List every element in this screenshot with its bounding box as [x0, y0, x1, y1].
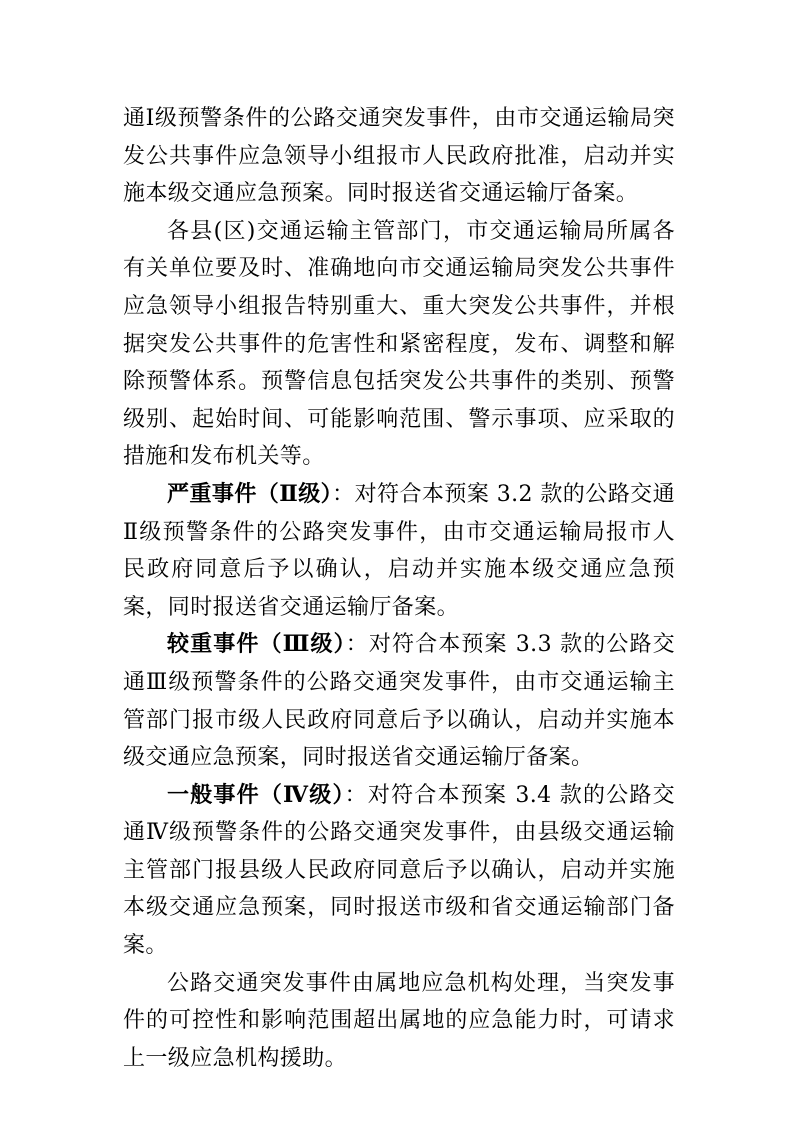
- paragraph-text: 通Ⅰ级预警条件的公路交通突发事件，由市交通运输局突发公共事件应急领导小组报市人民政府批准，启动并实施本级交通应急预案。同时报送省交通运输厅备案。: [123, 106, 675, 207]
- paragraph-text: ：对符合本预案 3.2 款的公路交通Ⅱ级预警条件的公路突发事件，由市交通运输局报市人民政府同意后予以确认，启动并实施本级交通应急预案，同时报送省交通运输厅备案。: [123, 481, 675, 620]
- paragraph-local-handling: [123, 965, 675, 1078]
- paragraph-level-3: [123, 626, 675, 776]
- paragraph-text: ：对符合本预案 3.3 款的公路交通Ⅲ级预警条件的公路交通突发事件，由市交通运输主管部门报市级人民政府同意后予以确认，启动并实施本级交通应急预案，同时报送省交通运输厅备案。: [123, 632, 675, 771]
- paragraph-reporting-duties: [123, 213, 675, 476]
- paragraph-text: ：对符合本预案 3.4 款的公路交通Ⅳ级预警条件的公路交通突发事件，由县级交通运输主管部门报县级人民政府同意后予以确认，启动并实施本级交通应急预案，同时报送市级和省交通运输部门备案。: [123, 782, 675, 959]
- paragraph-level-4: [123, 777, 675, 965]
- paragraph-level-2: [123, 476, 675, 626]
- paragraph-text: 各县(区)交通运输主管部门，市交通运输局所属各有关单位要及时、准确地向市交通运输局突发公共事件应急领导小组报告特别重大、重大突发公共事件，并根据突发公共事件的危害性和紧密程度，发布、调整和解除预警体系。预警信息包括突发公共事件的类别、预警级别、起始时间、可能影响范围、警示事项、应采取的措施和发布机关等。: [123, 218, 675, 470]
- document-body: [123, 100, 675, 1077]
- paragraph-heading: 较重事件（Ⅲ级）: [167, 631, 346, 658]
- paragraph-heading: 一般事件（Ⅳ级）: [167, 781, 345, 808]
- paragraph-heading: 严重事件（Ⅱ级）: [167, 480, 333, 507]
- paragraph-text: 公路交通突发事件由属地应急机构处理，当突发事件的可控性和影响范围超出属地的应急能力时，可请求上一级应急机构援助。: [123, 970, 675, 1071]
- paragraph-level-1-continuation: [123, 100, 675, 213]
